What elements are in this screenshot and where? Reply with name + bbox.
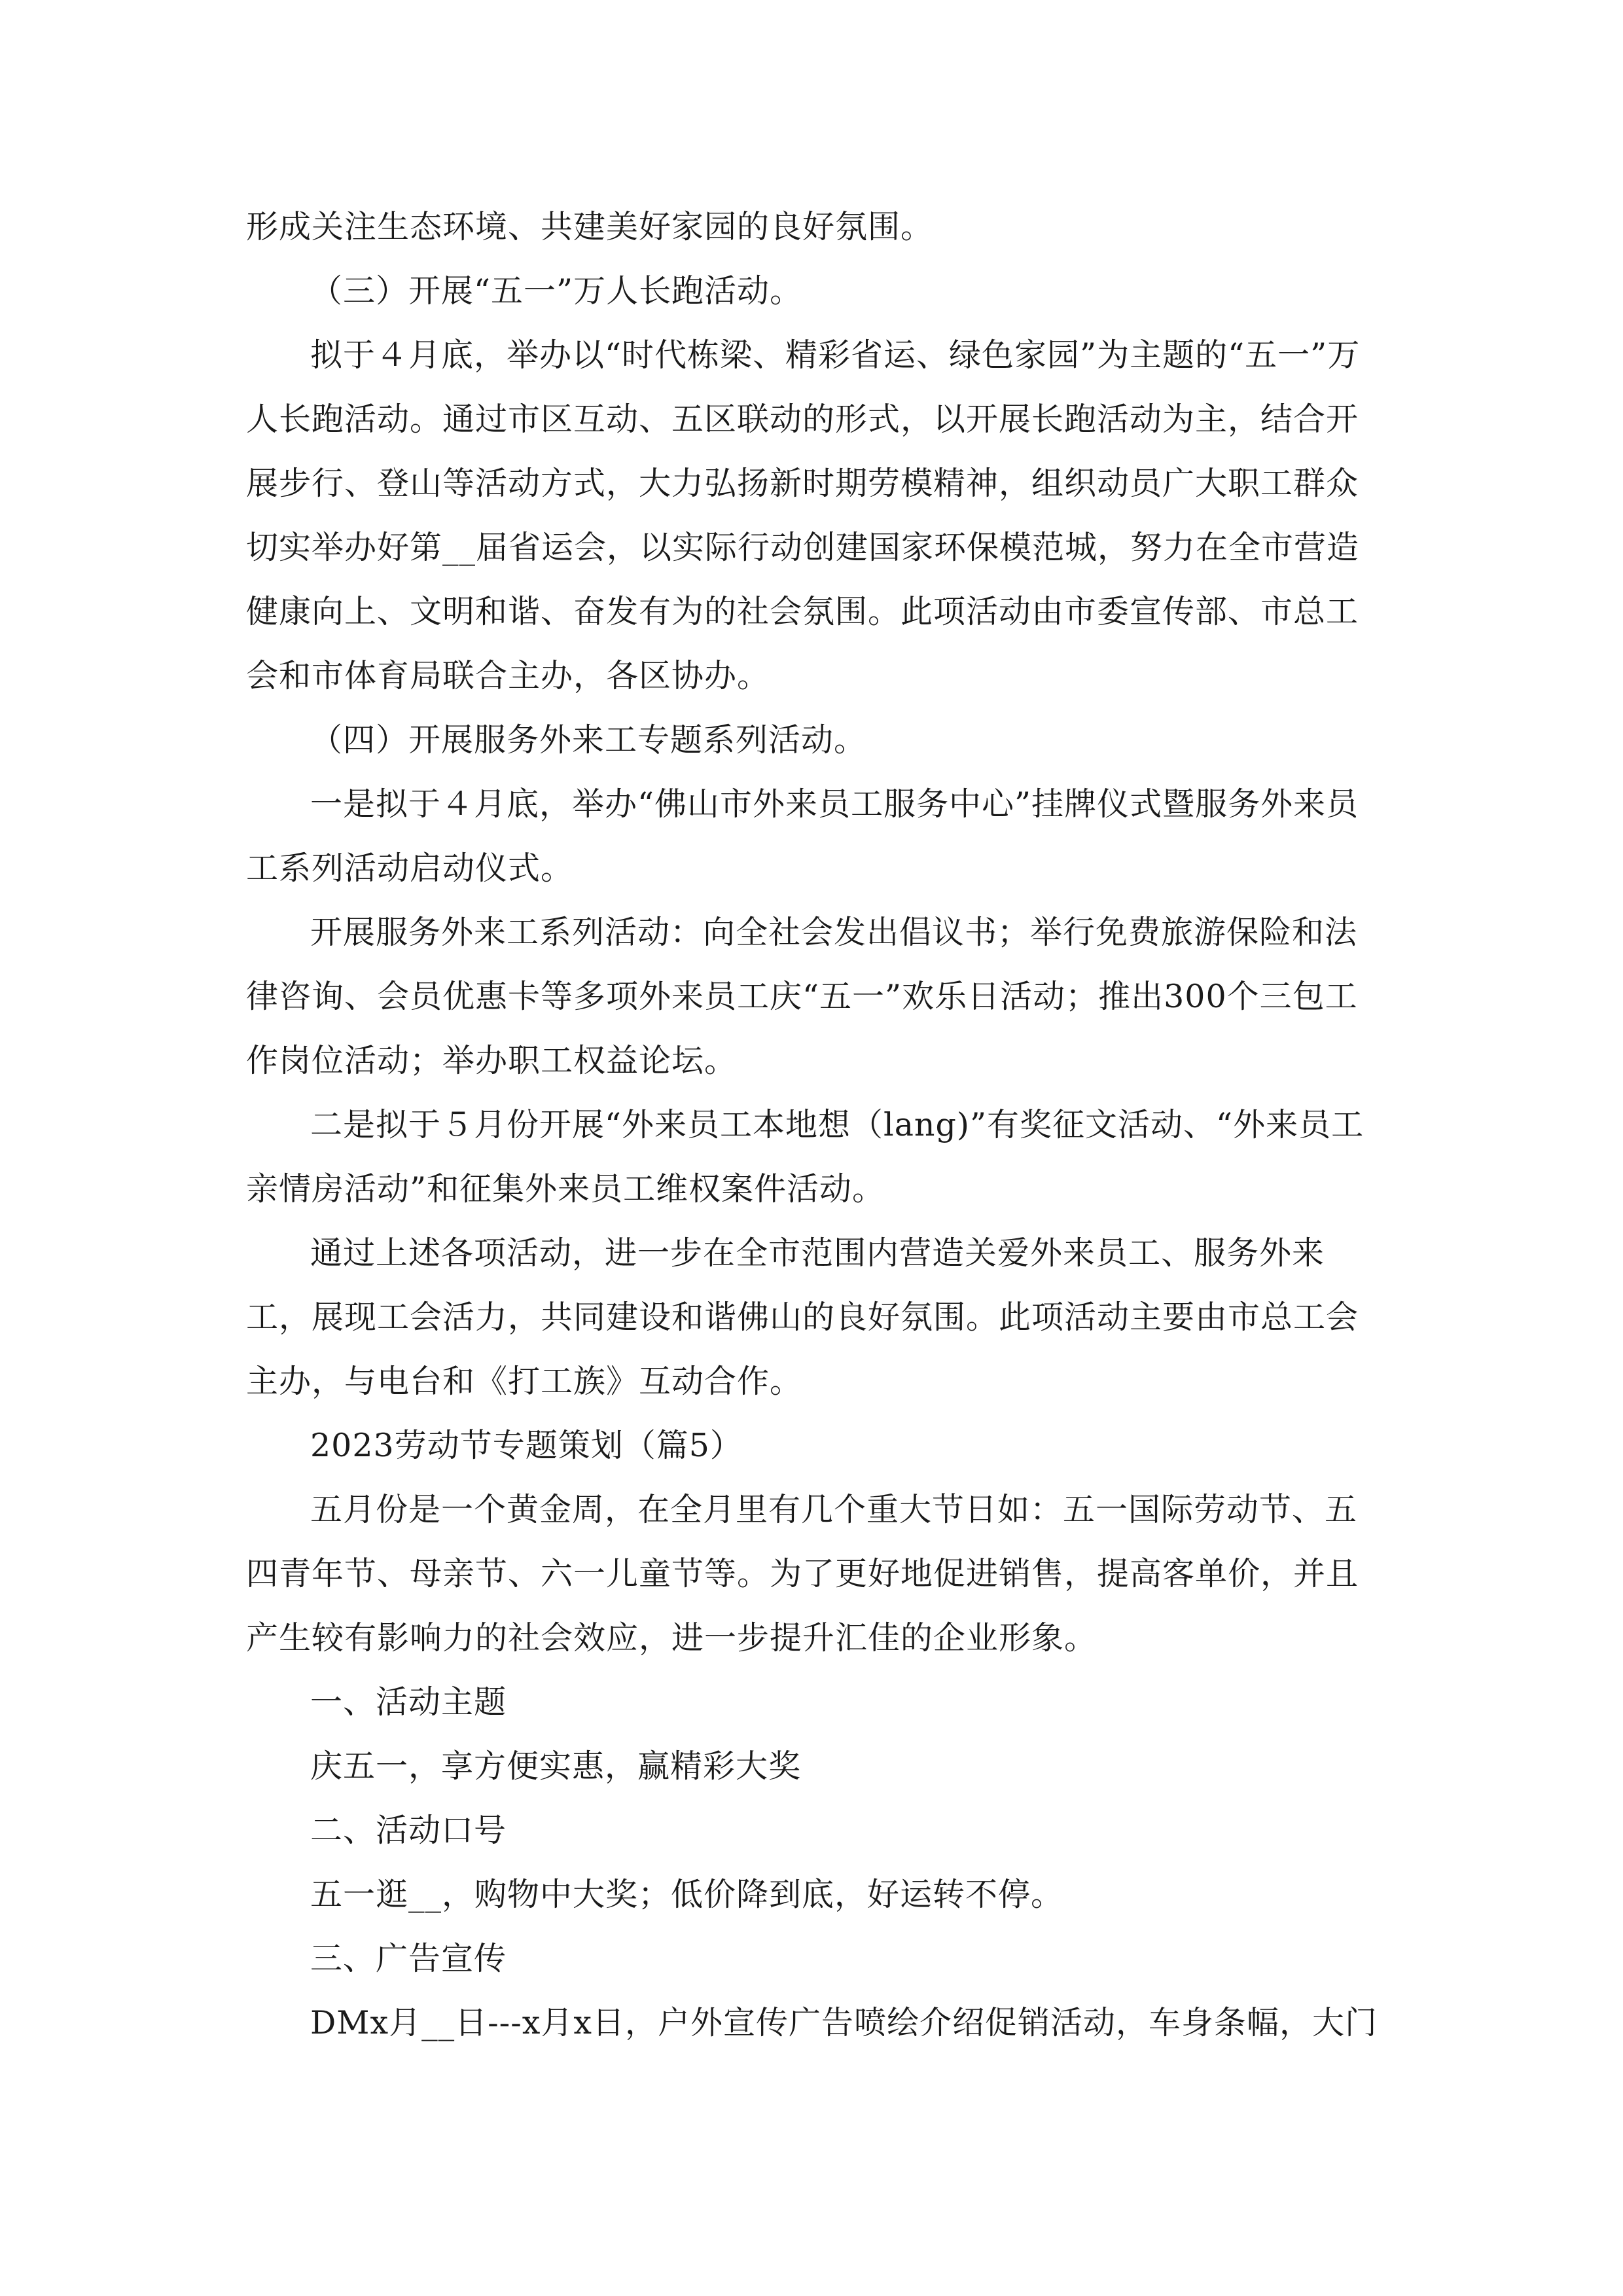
text-theme: 庆五一，享方便实惠，赢精彩大奖 [310,1748,802,1785]
section-title-part5: 2023劳动节专题策划（篇5） [310,1427,743,1464]
heading-migrant-service: （四）开展服务外来工专题系列活动。 [310,721,867,759]
paragraph-service-activities: 开展服务外来工系列活动：向全社会发出倡议书；举行免费旅游保险和法律咨询、会员优惠卡等多项外来员工庆“五一”欢乐日活动；推出300个三包工作岗位活动；举办职工权益论坛。 [246,914,1358,1079]
paragraph-environment: 形成关注生态环境、共建美好家园的良好氛围。 [246,208,934,245]
paragraph-may-intro: 五月份是一个黄金周，在全月里有几个重大节日如：五一国际劳动节、五四青年节、母亲节、六一儿童节等。为了更好地促进销售，提高客单价，并且产生较有影响力的社会效应，进一步提升汇佳的企业形象。 [246,1491,1359,1657]
text-slogan: 五一逛__，购物中大奖；低价降到底，好运转不停。 [310,1876,1064,1913]
heading-long-run: （三）开展“五一”万人长跑活动。 [310,272,803,310]
paragraph-long-run: 拟于４月底，举办以“时代栋梁、精彩省运、绿色家园”为主题的“五一”万人长跑活动。通过市区互动、五区联动的形式，以开展长跑活动为主，结合开展步行、登山等活动方式，大力弘扬新时期劳模精神，组织动员广大职工群众切实举办好第__届省运会，以实际行动创建国家环保模范城，努力在全市营造健康向上、文明和谐、奋发有为的社会氛围。此项活动由市委宣传部、市总工会和市体育局联合主办，各区协办。 [246,336,1361,694]
document-body [246,195,1385,2055]
paragraph-service-center: 一是拟于４月底，举办“佛山市外来员工服务中心”挂牌仪式暨服务外来员工系列活动启动仪式。 [246,785,1359,887]
paragraph-essay-contest: 二是拟于５月份开展“外来员工本地想（lang)”有奖征文活动、“外来员工亲情房活动”和征集外来员工维权案件活动。 [246,1106,1364,1208]
heading-theme: 一、活动主题 [310,1683,507,1721]
text-advertising: DMx月__日---x月x日，户外宣传广告喷绘介绍促销活动，车身条幅，大门 [310,2004,1378,2041]
paragraph-summary: 通过上述各项活动，进一步在全市范围内营造关爱外来员工、服务外来工，展现工会活力，共同建设和谐佛山的良好氛围。此项活动主要由市总工会主办，与电台和《打工族》互动合作。 [246,1234,1359,1400]
heading-advertising: 三、广告宣传 [310,1940,507,1977]
heading-slogan: 二、活动口号 [310,1812,507,1849]
